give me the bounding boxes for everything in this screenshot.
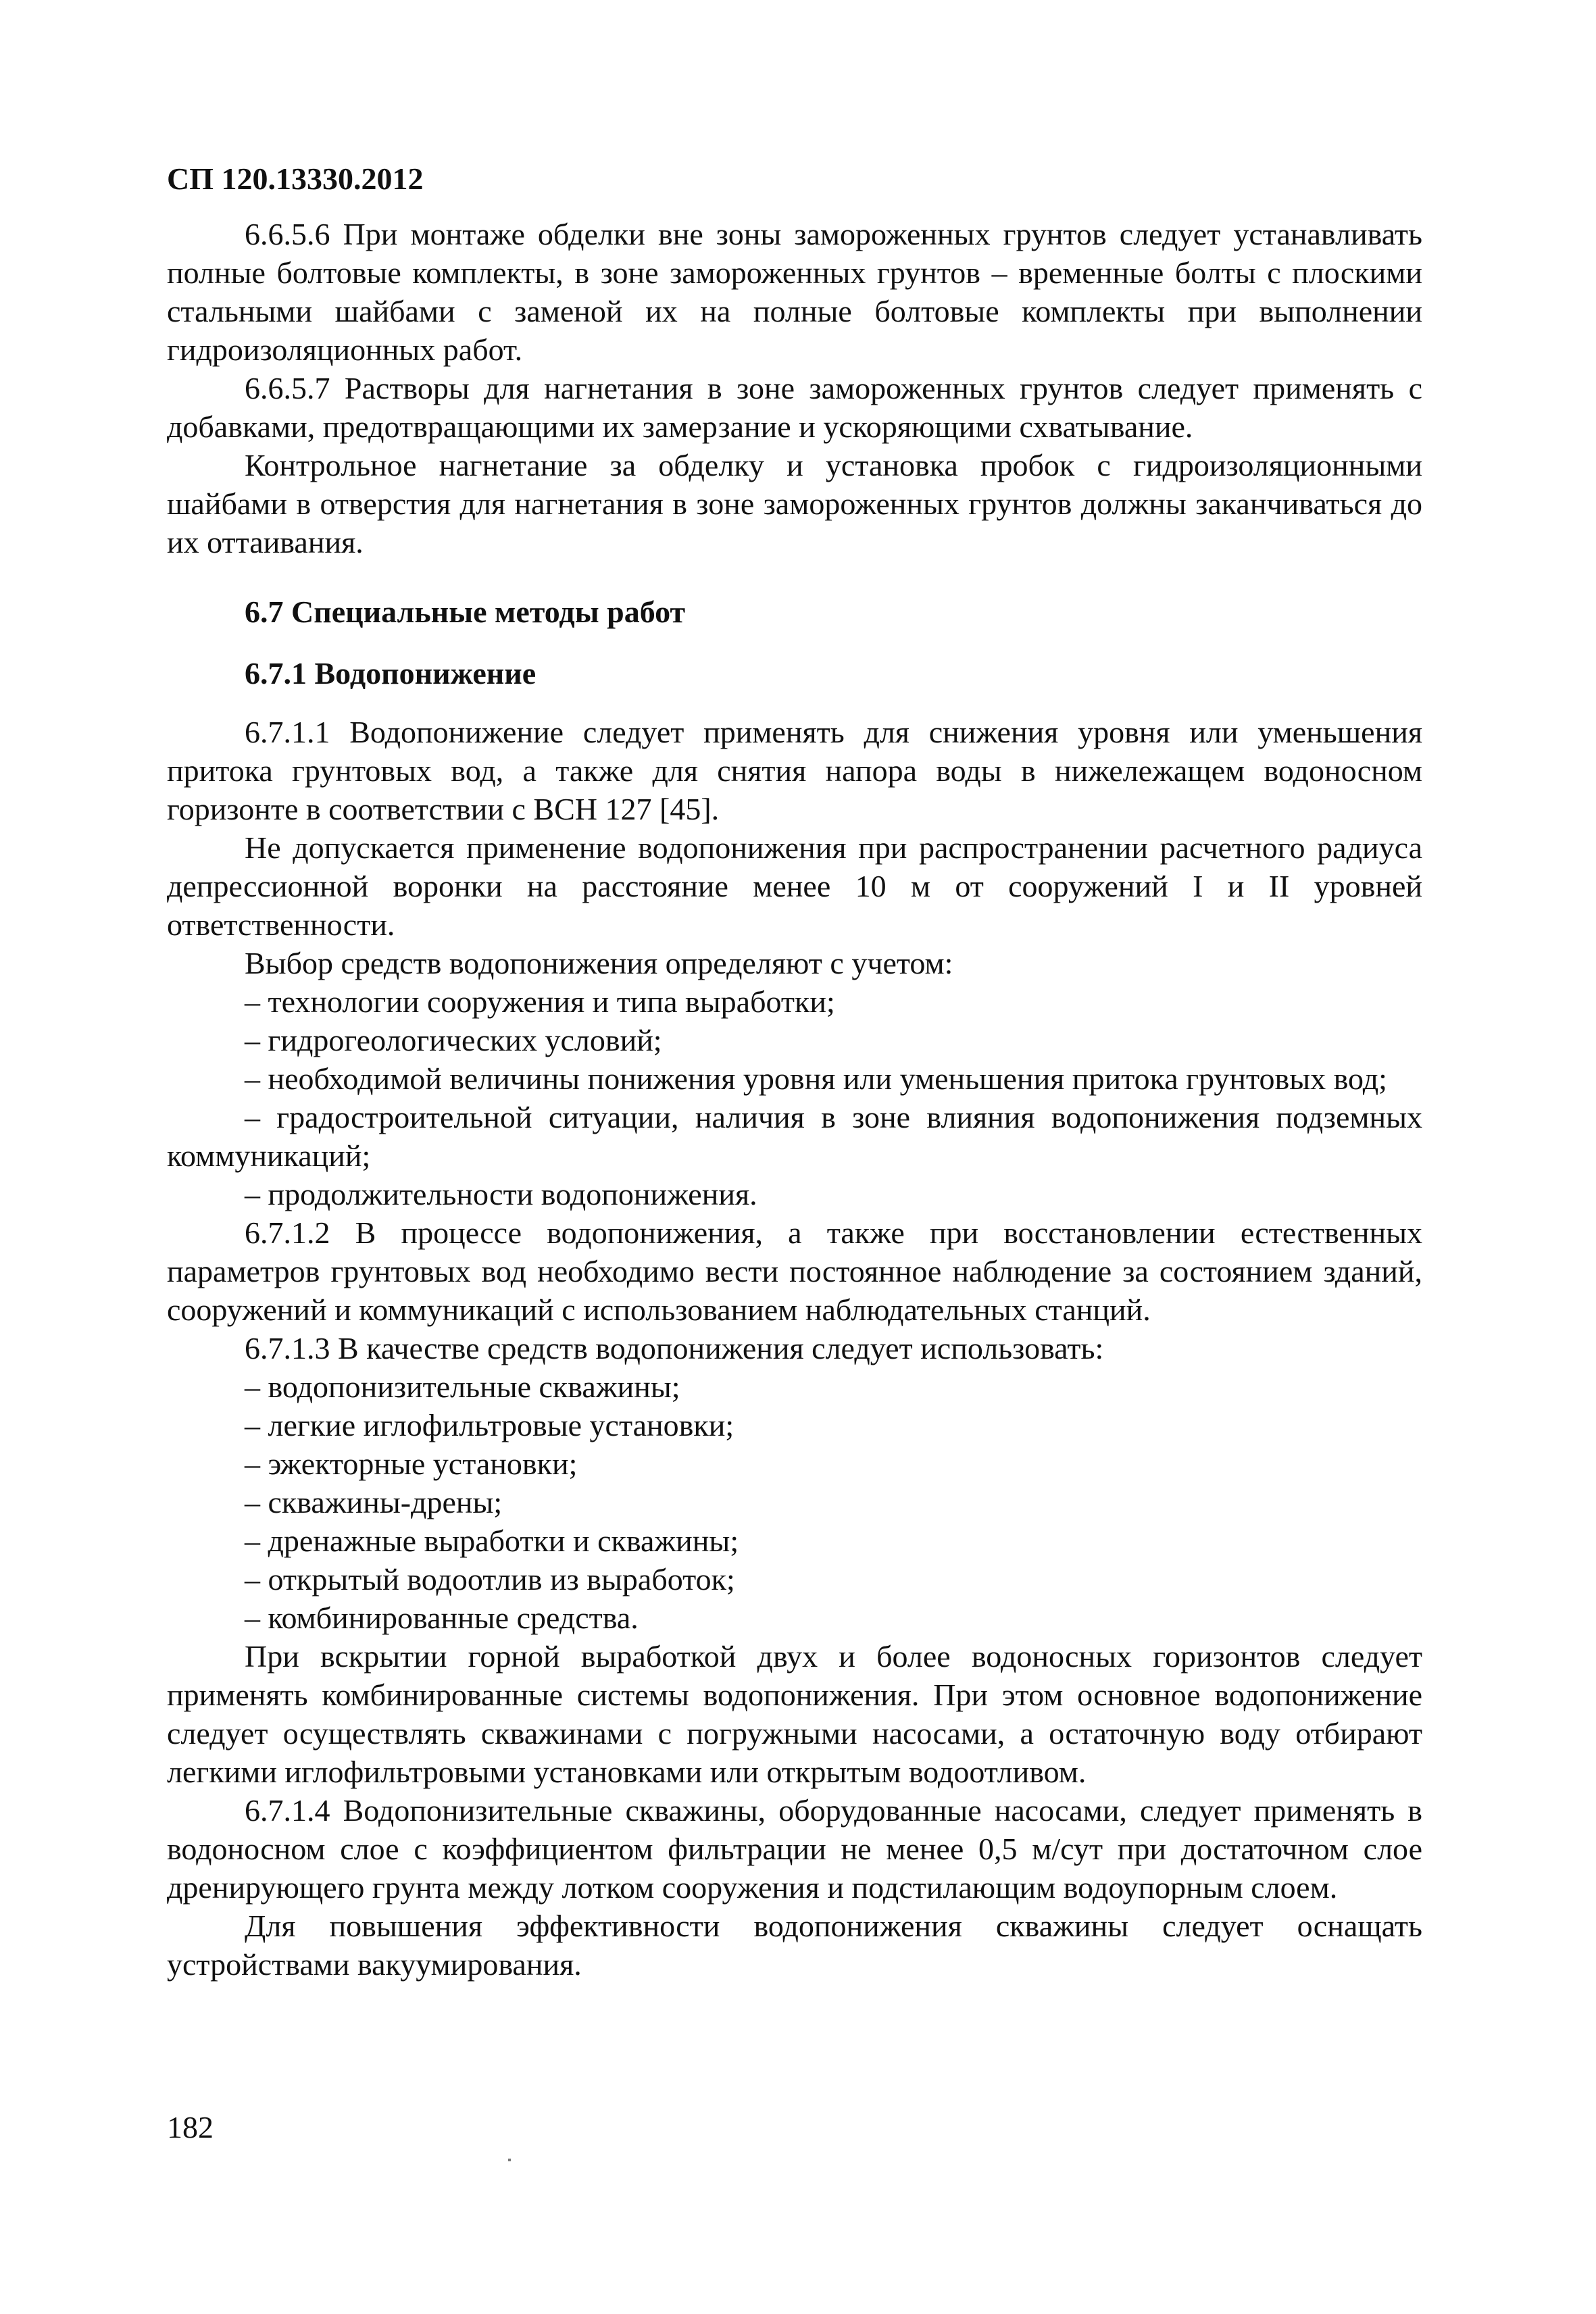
paragraph-selection-criteria: Выбор средств водопонижения определяют с учетом:	[245, 946, 953, 980]
paragraph-6-7-1-4: 6.7.1.4 Водопонизительные скважины, оборудованные насосами, следует применять в водоносном слое с коэффициентом фильтрации не менее 0,5 м/сут при достаточном слое дренирующего грунта между лотком сооружения и подстилающим водоупорным слоем.	[167, 1793, 1422, 1905]
list-item: – эжекторные установки;	[245, 1447, 578, 1481]
list-item: – дренажные выработки и скважины;	[245, 1524, 739, 1558]
paragraph-vacuum-devices: Для повышения эффективности водопонижения скважины следует оснащать устройствами вакуумирования.	[167, 1909, 1422, 1982]
scan-artifact-dot	[508, 2159, 511, 2161]
paragraph-control-injection: Контрольное нагнетание за обделку и установка пробок с гидроизоляционными шайбами в отверстия для нагнетания в зоне замороженных грунтов должны заканчиваться до их оттаивания.	[167, 448, 1422, 559]
document-code-header: СП 120.13330.2012	[167, 161, 424, 196]
list-item: – комбинированные средства.	[245, 1601, 639, 1635]
subsection-heading-6-7-1: 6.7.1 Водопонижение	[245, 656, 537, 690]
page-number: 182	[167, 2110, 214, 2144]
paragraph-6-6-5-7: 6.6.5.7 Растворы для нагнетания в зоне замороженных грунтов следует применять с добавками, предотвращающими их замерзание и ускоряющими схватывание.	[167, 371, 1422, 444]
list-item: – продолжительности водопонижения.	[245, 1177, 757, 1211]
list-item: – необходимой величины понижения уровня или уменьшения притока грунтовых вод;	[245, 1061, 1387, 1096]
paragraph-6-6-5-6: 6.6.5.6 При монтаже обделки вне зоны замороженных грунтов следует устанавливать полные болтовые комплекты, в зоне замороженных грунтов – временные болты с плоскими стальными шайбами с заменой их на полные болтовые комплекты при выполнении гидроизоляционных работ.	[167, 217, 1422, 367]
list-item: – гидрогеологических условий;	[245, 1023, 662, 1057]
document-body	[167, 215, 1422, 1984]
list-item: – технологии сооружения и типа выработки;	[245, 984, 835, 1019]
paragraph-not-allowed: Не допускается применение водопонижения при распространении расчетного радиуса депрессионной воронки на расстояние менее 10 м от сооружений I и II уровней ответственности.	[167, 830, 1422, 942]
section-heading-6-7: 6.7 Специальные методы работ	[245, 595, 686, 629]
list-item: – открытый водоотлив из выработок;	[245, 1562, 735, 1596]
paragraph-6-7-1-1: 6.7.1.1 Водопонижение следует применять для снижения уровня или уменьшения притока грунтовых вод, а также для снятия напора воды в нижележащем водоносном горизонте в соответствии с ВСН 127 [45].	[167, 715, 1422, 826]
list-item: – водопонизительные скважины;	[245, 1369, 680, 1404]
paragraph-6-7-1-3: 6.7.1.3 В качестве средств водопонижения следует использовать:	[245, 1331, 1104, 1365]
list-item: – градостроительной ситуации, наличия в зоне влияния водопонижения подземных коммуникаций;	[167, 1100, 1422, 1173]
paragraph-6-7-1-2: 6.7.1.2 В процессе водопонижения, а также при восстановлении естественных параметров грунтовых вод необходимо вести постоянное наблюдение за состоянием зданий, сооружений и коммуникаций с использованием наблюдательных станций.	[167, 1215, 1422, 1327]
paragraph-combined-systems: При вскрытии горной выработкой двух и более водоносных горизонтов следует применять комбинированные системы водопонижения. При этом основное водопонижение следует осуществлять скважинами с погружными насосами, а остаточную воду отбирают легкими иглофильтровыми установками или открытым водоотливом.	[167, 1639, 1422, 1789]
list-item: – легкие иглофильтровые установки;	[245, 1408, 734, 1442]
list-item: – скважины-дрены;	[245, 1485, 503, 1519]
